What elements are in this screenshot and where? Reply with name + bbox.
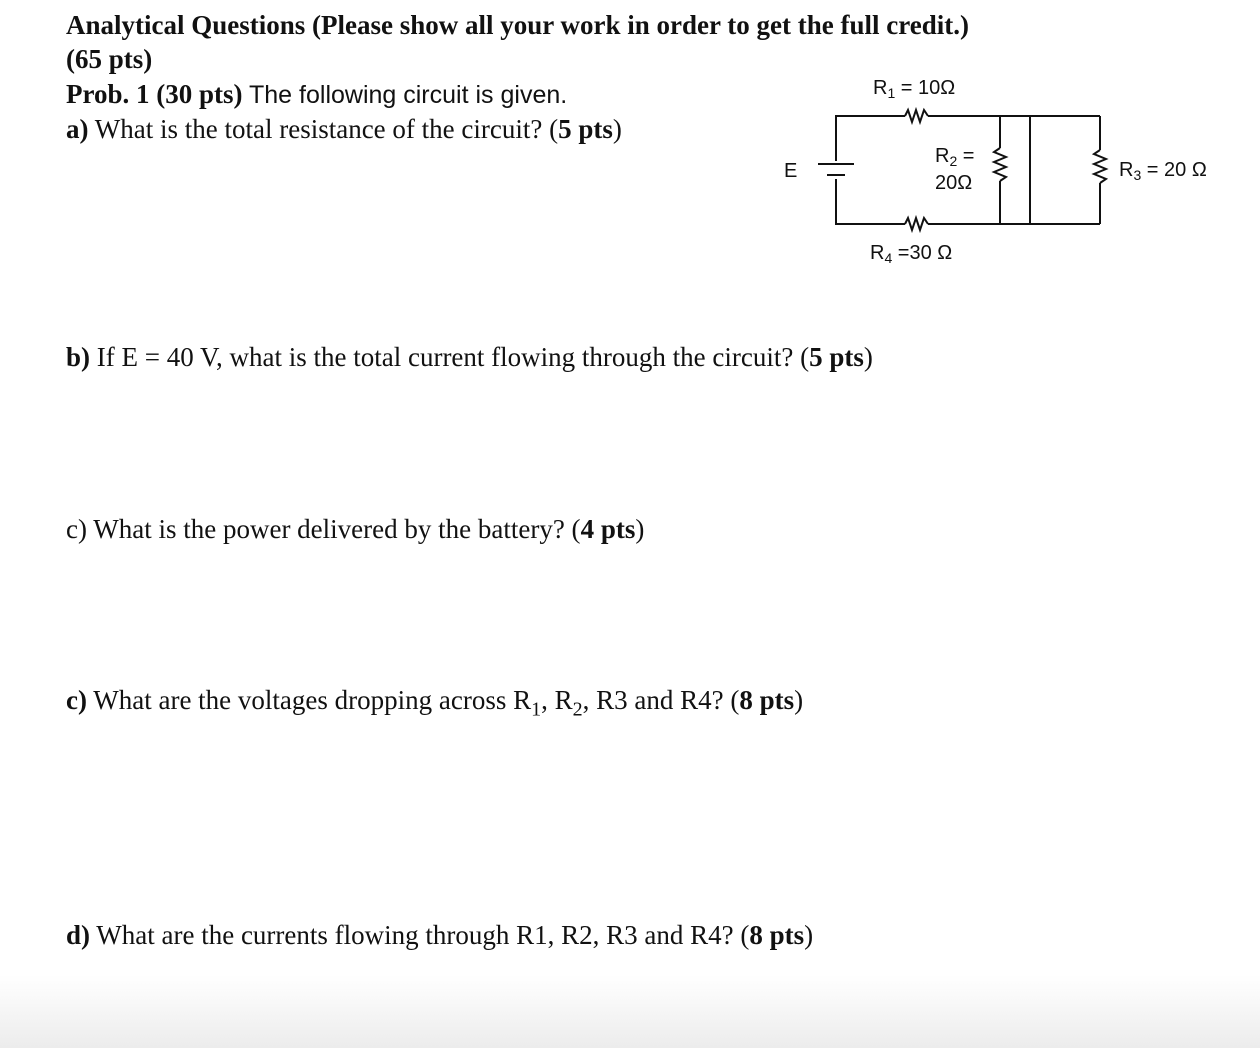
r1-sub: 1 <box>887 85 896 101</box>
question-c1-points: 4 pts <box>580 514 636 544</box>
r1-name: R <box>873 77 888 99</box>
problem-label: Prob. 1 (30 pts) <box>66 79 243 109</box>
problem-statement: The following circuit is given. <box>242 81 568 109</box>
r3-value: = 20 Ω <box>1141 159 1207 181</box>
total-points: (65 pts) <box>66 44 153 74</box>
page-title: Analytical Questions (Please show all your work in order to get the full credit.) <box>66 10 969 40</box>
r2-label <box>935 145 975 169</box>
question-d-text: What are the currents flowing through R1, R2, R3 and R4? ( <box>90 920 750 950</box>
r2-value: 20Ω <box>935 172 973 194</box>
question-c2 <box>66 685 803 721</box>
question-d-close: ) <box>804 920 814 950</box>
problem-heading <box>66 79 567 110</box>
r3-sub: 3 <box>1133 167 1142 183</box>
question-b-prefix: b) <box>66 342 91 372</box>
question-b-points: 5 pts <box>809 342 864 372</box>
question-c2-text: What are the voltages dropping across R <box>86 685 532 715</box>
question-c2-sub2: 2 <box>572 698 583 721</box>
r4-sub: 4 <box>884 250 893 266</box>
question-a-text: What is the total resistance of the circuit? ( <box>88 114 559 144</box>
r2-eq: = <box>957 145 975 167</box>
question-c2-close: ) <box>794 685 804 715</box>
question-c2-text2: , R <box>541 685 573 715</box>
question-b-text: If E = 40 V, what is the total current flowing through the circuit? ( <box>90 342 810 372</box>
question-c2-text3: , R3 and R4? ( <box>582 685 740 715</box>
question-d-prefix: d) <box>66 920 91 950</box>
question-a <box>66 114 622 145</box>
r3-resistor <box>1094 150 1106 183</box>
question-a-prefix: a) <box>66 114 89 144</box>
wire-left-bottom <box>836 179 905 224</box>
circuit-diagram <box>770 66 1250 276</box>
question-b <box>66 342 873 373</box>
question-a-close: ) <box>612 114 622 144</box>
r2-name: R <box>935 145 950 167</box>
question-c1 <box>66 514 644 545</box>
r4-value: =30 Ω <box>892 242 953 264</box>
r2-resistor <box>994 148 1006 181</box>
r1-label <box>873 77 955 101</box>
question-c2-points: 8 pts <box>739 685 795 715</box>
r2-sub: 2 <box>949 153 958 169</box>
question-d <box>66 920 813 951</box>
r3-label <box>1119 159 1207 183</box>
question-c2-prefix: c) <box>66 685 87 715</box>
question-d-points: 8 pts <box>749 920 805 950</box>
r4-name: R <box>870 242 885 264</box>
r4-label <box>870 242 952 266</box>
question-c1-prefix: c) <box>66 514 87 544</box>
question-c1-text: What is the power delivered by the battery? ( <box>86 514 581 544</box>
r4-resistor <box>905 218 928 230</box>
question-b-close: ) <box>863 342 873 372</box>
source-label: E <box>784 160 798 182</box>
r1-resistor <box>905 110 928 122</box>
question-c2-sub1: 1 <box>531 698 542 721</box>
r1-value: = 10Ω <box>895 77 956 99</box>
question-a-points: 5 pts <box>558 114 613 144</box>
bottom-shadow <box>0 975 1260 1048</box>
r3-name: R <box>1119 159 1134 181</box>
question-c1-close: ) <box>635 514 645 544</box>
wire-left-top <box>836 116 905 161</box>
